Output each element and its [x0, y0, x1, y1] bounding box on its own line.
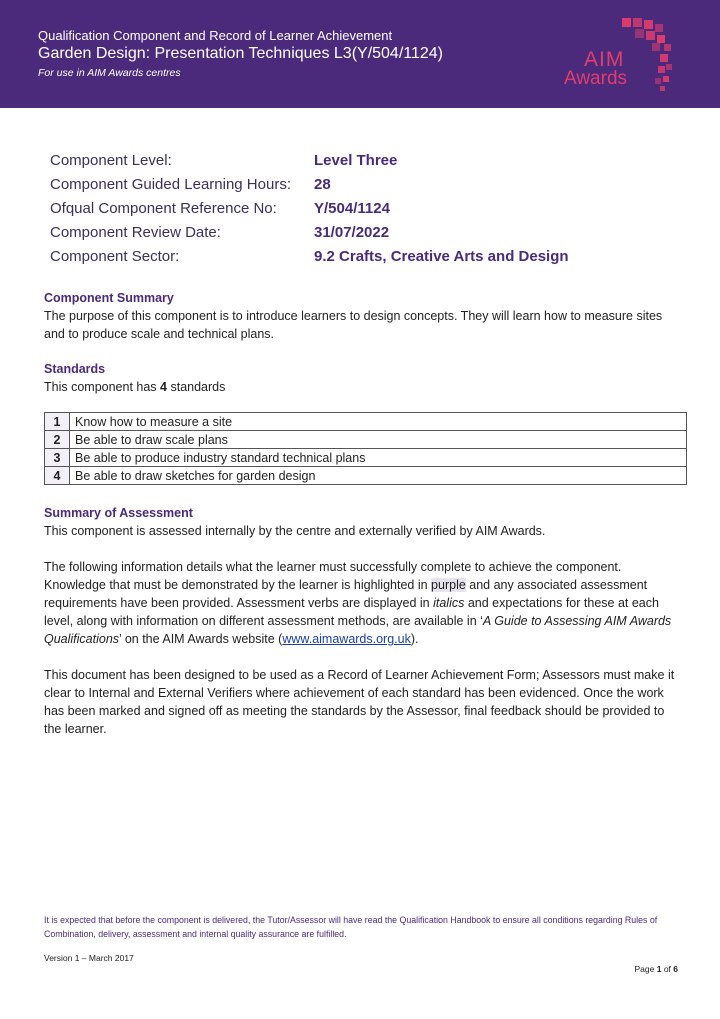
detail-row [50, 200, 670, 224]
standard-text: Be able to draw sketches for garden design [70, 467, 687, 485]
detail-value: 9.2 Crafts, Creative Arts and Design [314, 248, 569, 265]
detail-value: Level Three [314, 152, 398, 169]
record-form-paragraph: This document has been designed to be used as a Record of Learner Achievement Form; Assessors must make it clear to Internal and External Verifiers where achievement of each standard has been evidenced. Once the work has been marked and signed off as meeting the standards by the Assessor, final feedback should be provided to the learner. [44, 668, 675, 736]
standards-heading: Standards [44, 362, 106, 376]
standards-intro [44, 378, 684, 396]
logo-aim-text: AIM [584, 48, 625, 71]
italics-example: italics [433, 596, 465, 610]
standard-number: 2 [45, 431, 70, 449]
detail-label: Ofqual Component Reference No: [50, 200, 277, 217]
table-row [45, 413, 687, 431]
standard-text: Be able to draw scale plans [70, 431, 687, 449]
summary-heading: Component Summary [44, 291, 174, 305]
assessment-text-part: The following information details what the learner must successfully complete to achieve the component. Knowledge that must be demonstrated by the learner is highlighted in [44, 560, 622, 592]
detail-label: Component Review Date: [50, 224, 221, 241]
header-usage-note: For use in AIM Awards centres [38, 67, 181, 79]
detail-label: Component Level: [50, 152, 172, 169]
logo-awards-text: Awards [564, 68, 628, 89]
table-row [45, 467, 687, 485]
version-label: Version 1 – March 2017 [44, 953, 134, 963]
page-number [635, 964, 679, 974]
aim-awards-logo [560, 14, 680, 98]
guide-title: A Guide to Assessing AIM Awards Qualifications [44, 614, 672, 646]
component-details [50, 152, 670, 272]
page-mid: of [661, 964, 674, 974]
detail-row [50, 176, 670, 200]
detail-value: 28 [314, 176, 331, 193]
assessment-heading: Summary of Assessment [44, 506, 193, 520]
detail-row [50, 224, 670, 248]
header-subtitle: Qualification Component and Record of Learner Achievement [38, 28, 393, 43]
assessment-text-part: and any associated assessment requirements have been provided. Assessment verbs are displayed in [44, 578, 648, 610]
page-current: 1 [656, 964, 662, 974]
standard-text: Be able to produce industry standard technical plans [70, 449, 687, 467]
footer-note: It is expected that before the component is delivered, the Tutor/Assessor will have read the Qualification Handbook to ensure all conditions regarding Rules of Combination, delivery, assessment and internal quality assurance are fulfilled. [44, 915, 658, 939]
assessment-text-part: and expectations for these at each level, along with information on different assessment methods, are available in ‘ [44, 596, 659, 628]
detail-label: Component Guided Learning Hours: [50, 176, 291, 193]
detail-value: Y/504/1124 [314, 200, 390, 217]
standards-intro-post: standards [167, 380, 226, 394]
aim-awards-website-link[interactable]: www.aimawards.org.uk [282, 632, 411, 646]
standards-table [44, 412, 687, 485]
detail-row [50, 248, 670, 272]
assessment-text-part: ). [410, 632, 419, 646]
assessment-details-paragraph [44, 558, 684, 648]
assessment-text: This component is assessed internally by the centre and externally verified by AIM Awards. [44, 524, 546, 538]
detail-row [50, 152, 670, 176]
standard-number: 1 [45, 413, 70, 431]
page-total: 6 [673, 964, 678, 974]
detail-value: 31/07/2022 [314, 224, 390, 241]
standard-text: Know how to measure a site [70, 413, 687, 431]
assessment-text-part: ’ on the AIM Awards website ( [119, 632, 283, 646]
header-title: Garden Design: Presentation Techniques L3(Y/504/1124) [38, 45, 444, 62]
standards-section [44, 360, 684, 396]
page-pre: Page [634, 964, 657, 974]
page-header [0, 0, 720, 108]
table-row [45, 431, 687, 449]
detail-label: Component Sector: [50, 248, 180, 265]
table-row [45, 449, 687, 467]
standard-number: 4 [45, 467, 70, 485]
standards-intro-pre: This component has [44, 380, 161, 394]
summary-text: The purpose of this component is to introduce learners to design concepts. They will learn how to measure sites and to produce scale and technical plans. [44, 309, 663, 341]
standards-count: 4 [160, 380, 167, 394]
standard-number: 3 [45, 449, 70, 467]
component-summary [44, 289, 684, 343]
purple-highlight-example: purple [431, 578, 466, 592]
assessment-section [44, 504, 684, 738]
